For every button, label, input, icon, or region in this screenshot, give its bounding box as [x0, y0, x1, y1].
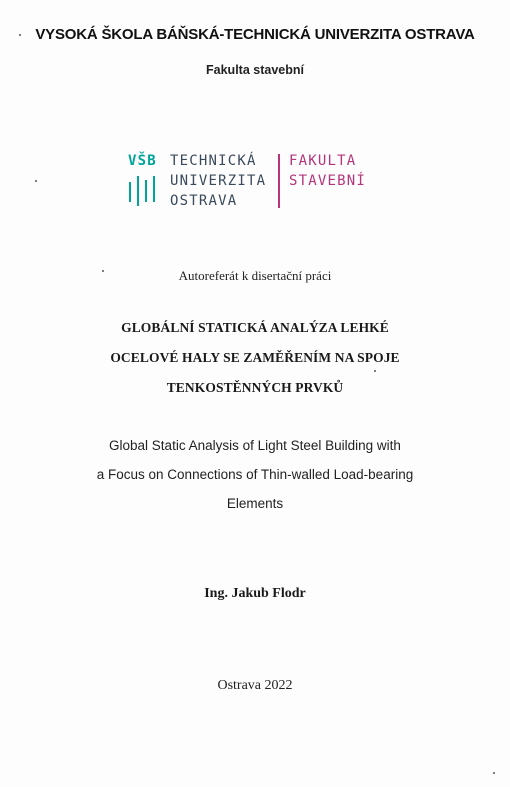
logo-divider	[278, 154, 280, 208]
title-czech-line-3: TENKOSTĚNNÝCH PRVKŮ	[166, 380, 344, 395]
title-czech-line-1: GLOBÁLNÍ STATICKÁ ANALÝZA LEHKÉ	[121, 320, 389, 335]
author-name: Ing. Jakub Flodr	[204, 586, 306, 601]
university-name: VYSOKÁ ŠKOLA BÁŇSKÁ-TECHNICKÁ UNIVERZITA OSTRAVA	[35, 26, 475, 43]
paper-speck	[102, 270, 104, 272]
logo-line-technicka: TECHNICKÁ	[170, 153, 257, 169]
paper-speck	[19, 34, 21, 36]
logo-line-univerzita: UNIVERZITA	[170, 173, 267, 189]
title-english-line-3: Elements	[226, 496, 284, 511]
paper-speck	[493, 772, 495, 774]
document-type-label: Autoreferát k disertační práci	[178, 268, 332, 283]
title-english-line-2: a Focus on Connections of Thin-walled Load-bearing	[96, 467, 414, 482]
logo-abbrev: VŠB	[128, 153, 157, 169]
logo-line-ostrava: OSTRAVA	[170, 193, 238, 209]
paper-speck	[374, 370, 376, 372]
title-english-line-1: Global Static Analysis of Light Steel Building with	[109, 438, 401, 453]
place-and-year: Ostrava 2022	[217, 678, 293, 693]
faculty-name: Fakulta stavební	[206, 63, 304, 77]
title-czech-line-2: OCELOVÉ HALY SE ZAMĚŘENÍM NA SPOJE	[110, 350, 400, 365]
logo-faculty-line-2: STAVEBNÍ	[289, 173, 367, 189]
paper-speck	[35, 180, 37, 182]
vsb-faculty-logo	[128, 152, 378, 212]
logo-bars-icon	[128, 176, 160, 206]
logo-faculty-line-1: FAKULTA	[289, 153, 357, 169]
